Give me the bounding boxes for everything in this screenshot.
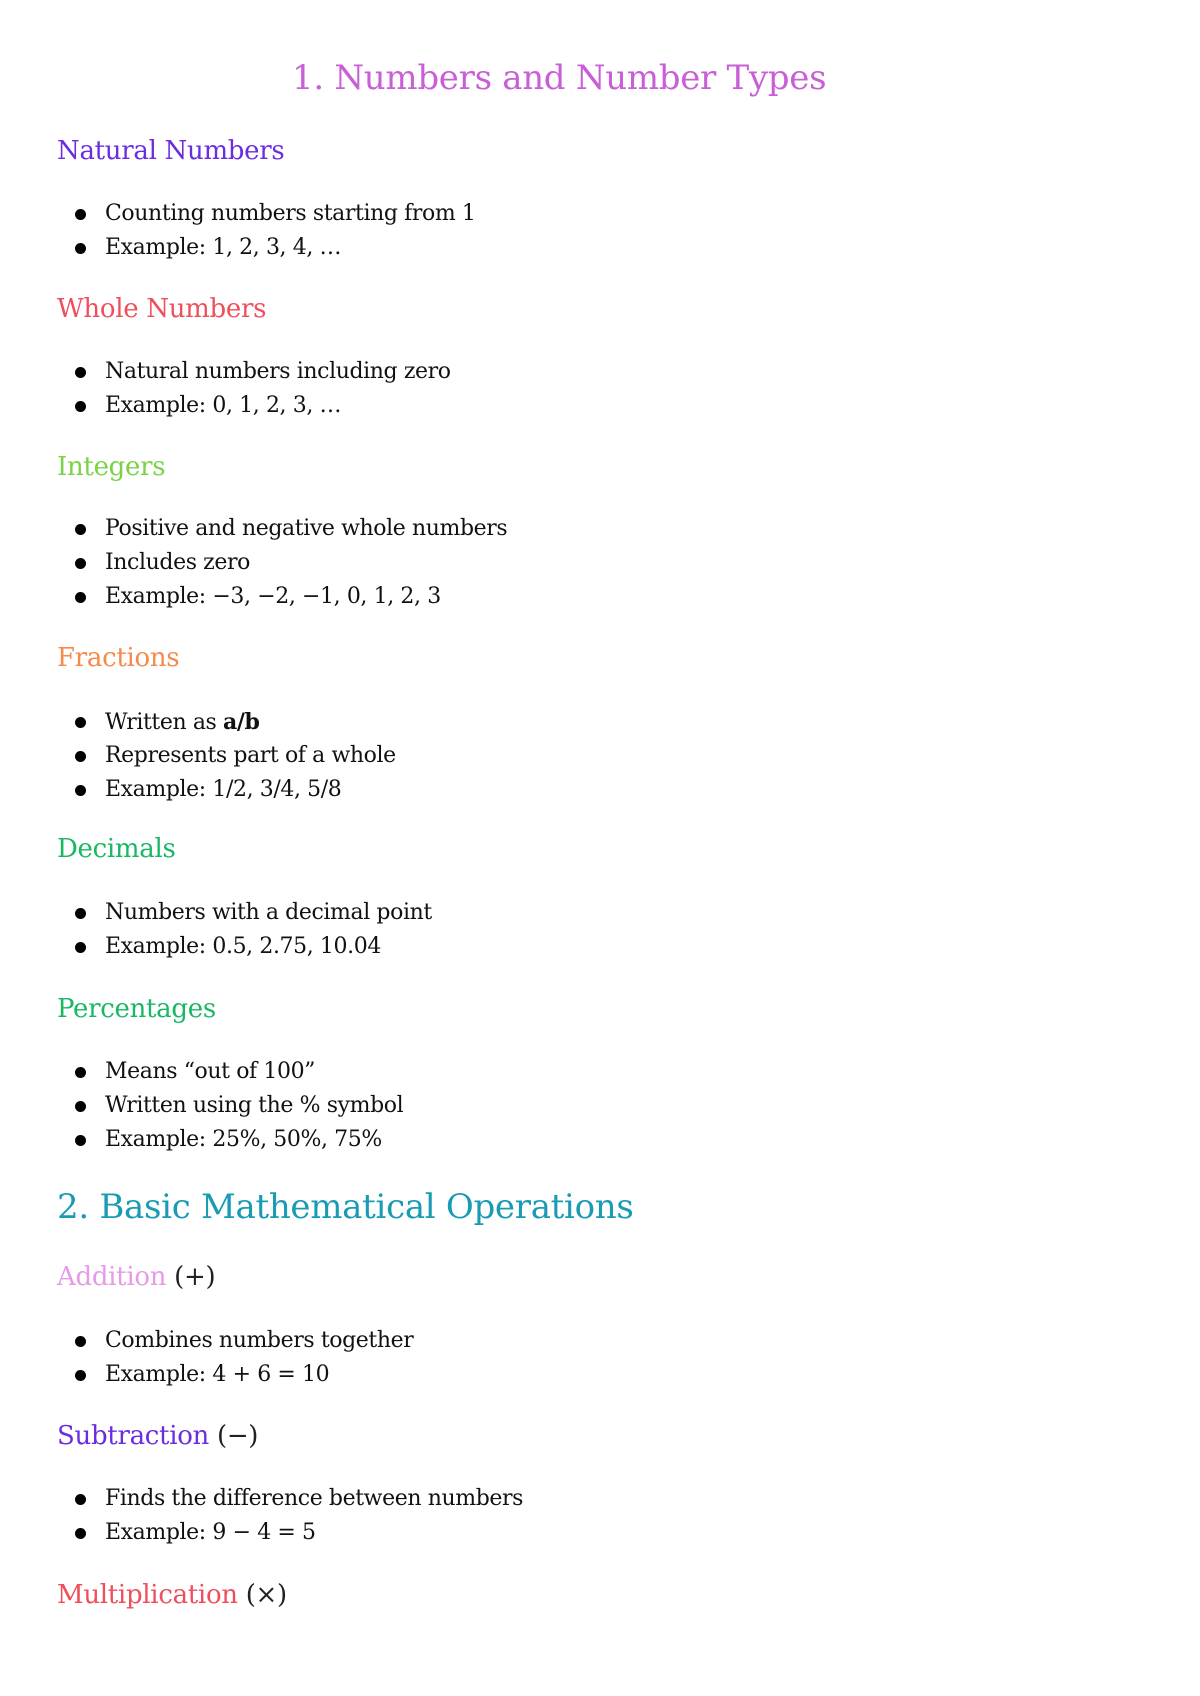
bullet-icon: [75, 401, 86, 412]
list-item-text: Example: 25%, 50%, 75%: [105, 1127, 382, 1152]
bullet-icon: [75, 1494, 86, 1505]
page-title: 1. Numbers and Number Types: [292, 58, 827, 98]
list-item-text: Example: 0.5, 2.75, 10.04: [105, 934, 381, 959]
list-item-text: Example: −3, −2, −1, 0, 1, 2, 3: [105, 584, 441, 609]
list-item-text: Positive and negative whole numbers: [105, 516, 508, 541]
bullet-icon: [75, 592, 86, 603]
bullet-icon: [75, 524, 86, 535]
list-integers: [72, 512, 507, 614]
list-item-text: Example: 9 − 4 = 5: [105, 1520, 316, 1545]
fraction-notation: a/b: [223, 709, 260, 735]
list-item-text: Includes zero: [105, 550, 250, 575]
bullet-icon: [75, 1135, 86, 1146]
list-addition: [72, 1324, 413, 1392]
heading-natural-numbers: Natural Numbers: [57, 136, 285, 166]
bullet-icon: [75, 367, 86, 378]
list-item: [72, 512, 507, 546]
heading-fractions: Fractions: [57, 643, 180, 673]
list-item-text: Example: 1/2, 3/4, 5/8: [105, 777, 342, 802]
list-whole-numbers: [72, 355, 451, 423]
heading-percentages: Percentages: [57, 994, 216, 1024]
list-item: [72, 1516, 523, 1550]
list-item-text: Numbers with a decimal point: [105, 900, 432, 925]
heading-multiplication-label: Multiplication: [57, 1580, 238, 1610]
list-item: [72, 896, 432, 930]
heading-decimals: Decimals: [57, 834, 176, 864]
list-item-text: Combines numbers together: [105, 1328, 414, 1353]
list-item: [72, 1089, 403, 1123]
list-item: [72, 1324, 413, 1358]
list-item-text: Written as: [105, 710, 224, 735]
bullet-icon: [75, 717, 86, 728]
heading-addition: [57, 1262, 215, 1292]
list-item-text: Example: 1, 2, 3, 4, …: [105, 235, 342, 260]
bullet-icon: [75, 785, 86, 796]
list-item: [72, 1482, 523, 1516]
list-item: [72, 739, 396, 773]
bullet-icon: [75, 1067, 86, 1078]
list-item: [72, 231, 475, 265]
list-item-text: Counting numbers starting from 1: [105, 201, 476, 226]
list-subtraction: [72, 1482, 523, 1550]
list-item: [72, 546, 507, 580]
list-item-text: Means “out of 100”: [105, 1059, 316, 1084]
bullet-icon: [75, 1370, 86, 1381]
multiplication-symbol: (×): [237, 1580, 287, 1610]
list-percentages: [72, 1055, 403, 1157]
addition-symbol: (+): [166, 1262, 216, 1292]
bullet-icon: [75, 751, 86, 762]
heading-subtraction-label: Subtraction: [57, 1421, 210, 1451]
list-item: [72, 773, 396, 807]
bullet-icon: [75, 908, 86, 919]
list-item: [72, 355, 451, 389]
bullet-icon: [75, 942, 86, 953]
bullet-icon: [75, 558, 86, 569]
heading-integers: Integers: [57, 452, 166, 482]
bullet-icon: [75, 1528, 86, 1539]
heading-multiplication: [57, 1580, 287, 1610]
list-item: [72, 580, 507, 614]
bullet-icon: [75, 1336, 86, 1347]
heading-addition-label: Addition: [57, 1262, 167, 1292]
list-item-text: Natural numbers including zero: [105, 359, 451, 384]
list-item-text: Example: 0, 1, 2, 3, …: [105, 393, 342, 418]
list-item: [72, 389, 451, 423]
list-item: [72, 1055, 403, 1089]
list-item: [72, 1123, 403, 1157]
section-title-operations: 2. Basic Mathematical Operations: [57, 1187, 634, 1227]
list-item: [72, 197, 475, 231]
bullet-icon: [75, 1101, 86, 1112]
bullet-icon: [75, 243, 86, 254]
list-item: [72, 1358, 413, 1392]
list-item: [72, 930, 432, 964]
list-item-text: Finds the difference between numbers: [105, 1486, 524, 1511]
list-decimals: [72, 896, 432, 964]
list-item-text: Represents part of a whole: [105, 743, 396, 768]
list-natural-numbers: [72, 197, 475, 265]
subtraction-symbol: (−): [209, 1421, 259, 1451]
list-item: [72, 705, 396, 739]
heading-subtraction: [57, 1421, 258, 1451]
list-item-text: Example: 4 + 6 = 10: [105, 1362, 330, 1387]
list-item-text: Written using the % symbol: [105, 1093, 404, 1118]
heading-whole-numbers: Whole Numbers: [57, 294, 267, 324]
list-fractions: [72, 705, 396, 807]
bullet-icon: [75, 209, 86, 220]
